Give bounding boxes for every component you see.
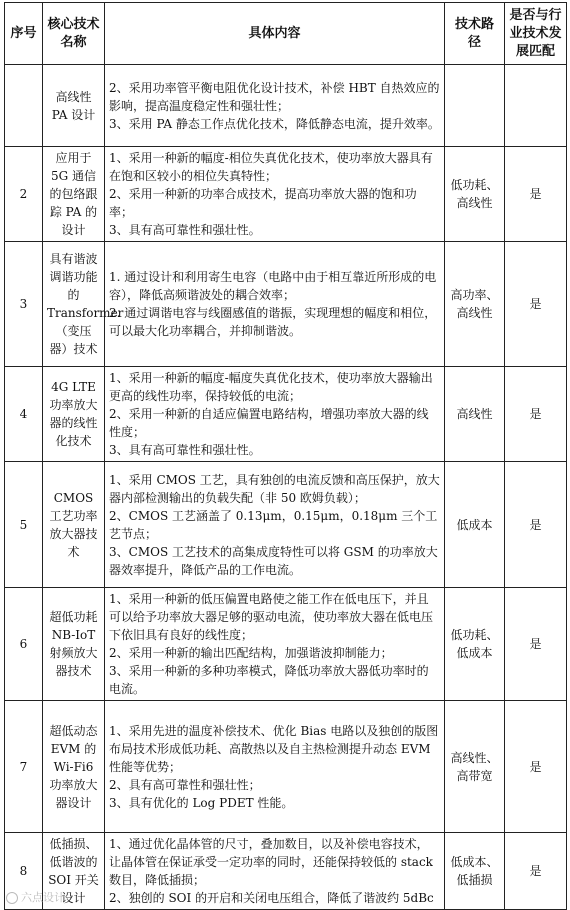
industry-match: 是 — [505, 242, 567, 367]
table-row — [5, 462, 567, 588]
industry-match: 是 — [505, 833, 567, 910]
tech-content — [105, 588, 445, 701]
industry-match: 是 — [505, 462, 567, 588]
content-line: 3、采用一种新的多种功率模式，降低功率放大器低功率时的电流。 — [109, 664, 429, 696]
tech-content — [105, 242, 445, 367]
tech-name: 高线性 PA 设计 — [43, 65, 105, 147]
table-row — [5, 701, 567, 833]
tech-route: 低成本、低插损 — [445, 833, 505, 910]
content-line: 1、采用一种新的幅度-相位失真优化技术，使功率放大器具有在饱和区较小的相位失真特性； — [109, 151, 433, 183]
header-content: 具体内容 — [105, 3, 445, 65]
watermark-text: 六点设计 — [21, 891, 65, 904]
industry-match: 是 — [505, 701, 567, 833]
tech-content — [105, 462, 445, 588]
table-row — [5, 833, 567, 910]
tech-route: 低功耗、低成本 — [445, 588, 505, 701]
row-index: 6 — [5, 588, 43, 701]
tech-route — [445, 65, 505, 147]
tech-route: 高线性、高带宽 — [445, 701, 505, 833]
table-row — [5, 367, 567, 462]
content-line: 2、采用一种新的自适应偏置电路结构，增强功率放大器的线性度； — [109, 407, 429, 439]
content-line: 3、具有高可靠性和强壮性。 — [109, 223, 261, 237]
content-line: 1、采用 CMOS 工艺，具有独创的电流反馈和高压保护，放大器内部检测输出的负载失配（非 50 欧姆负载）； — [109, 472, 440, 505]
logo-icon — [6, 892, 18, 904]
header-route: 技术路径 — [445, 3, 505, 65]
tech-content — [105, 701, 445, 833]
table-row — [5, 147, 567, 242]
content-line: 3、具有高可靠性和强壮性。 — [109, 443, 261, 457]
table-row — [5, 588, 567, 701]
tech-content — [105, 833, 445, 910]
header-idx: 序号 — [5, 3, 43, 65]
content-line: 1、采用先进的温度补偿技术、优化 Bias 电路以及独创的版图布局技术形成低功耗、高散热以及自主热检测提升动态 EVM 性能等优势； — [109, 723, 439, 774]
industry-match: 是 — [505, 147, 567, 242]
content-line: 2. 通过调谐电容与线圈感值的谐振，实现理想的幅度和相位，可以最大化功率耦合，并抑制谐波。 — [109, 306, 437, 338]
tech-name: 应用于 5G 通信的包络跟踪 PA 的设计 — [43, 147, 105, 242]
content-line: 2、具有高可靠性和强壮性； — [109, 777, 261, 792]
tech-name: 4G LTE 功率放大器的线性化技术 — [43, 367, 105, 462]
row-index: 3 — [5, 242, 43, 367]
content-line: 2、采用功率管平衡电阻优化设计技术，补偿 HBT 自热效应的影响，提高温度稳定性和强壮性； — [109, 80, 440, 113]
row-index: 8 — [5, 833, 43, 910]
header-name: 核心技术名称 — [43, 3, 105, 65]
watermark — [6, 889, 65, 905]
row-index: 5 — [5, 462, 43, 588]
content-line: 2、采用一种新的输出匹配结构，加强谐波抑制能力； — [109, 646, 393, 660]
row-index: 7 — [5, 701, 43, 833]
row-index: 4 — [5, 367, 43, 462]
content-line: 2、CMOS 工艺涵盖了 0.13μm，0.15μm，0.18μm 三个工艺节点； — [109, 508, 438, 541]
table-body — [5, 65, 567, 910]
tech-name: CMOS 工艺功率放大器技术 — [43, 462, 105, 588]
content-line: 1、采用一种新的幅度-幅度失真优化技术，使功率放大器输出更高的线性功率，保持较低的电流； — [109, 371, 433, 403]
industry-match — [505, 65, 567, 147]
content-line: 3、CMOS 工艺技术的高集成度特性可以将 GSM 的功率放大器效率提升，降低产品的工作电流。 — [109, 544, 438, 577]
content-line: 1、采用一种新的低压偏置电路使之能工作在低电压下，并且可以给予功率放大器足够的驱动电流，使功率放大器在低电压下依旧具有良好的线性度； — [109, 592, 434, 642]
content-line: 3、采用 PA 静态工作点优化技术，降低静态电流，提升效率。 — [109, 116, 440, 131]
content-line: 3、具有优化的 Log PDET 性能。 — [109, 795, 294, 810]
row-index — [5, 65, 43, 147]
content-line: 1、通过优化晶体管的尺寸，叠加数目，以及补偿电容技术，让晶体管在保证承受一定功率的同时，还能保持较低的 stack 数目，降低插损； — [109, 837, 433, 887]
table-row — [5, 65, 567, 147]
header-match: 是否与行业技术发展匹配 — [505, 3, 567, 65]
tech-name: 超低动态 EVM 的 Wi-Fi6 功率放大器设计 — [43, 701, 105, 833]
tech-name: 低插损、低谐波的 SOI 开关设计 — [43, 833, 105, 910]
content-line: 2、采用一种新的功率合成技术，提高功率放大器的饱和功率； — [109, 187, 417, 219]
tech-name: 超低功耗 NB-IoT 射频放大器技术 — [43, 588, 105, 701]
tech-name: 具有谐波调谐功能的 Transformer（变压器）技术 — [43, 242, 105, 367]
content-line: 1. 通过设计和利用寄生电容（电路中由于相互靠近所形成的电容），降低高频谐波处的耦合效率； — [109, 270, 437, 302]
tech-content — [105, 65, 445, 147]
tech-route: 低功耗、高线性 — [445, 147, 505, 242]
header-row — [5, 3, 567, 65]
table-row — [5, 242, 567, 367]
tech-route: 高功率、高线性 — [445, 242, 505, 367]
tech-table — [4, 2, 567, 910]
row-index: 2 — [5, 147, 43, 242]
tech-content — [105, 147, 445, 242]
tech-route: 低成本 — [445, 462, 505, 588]
tech-content — [105, 367, 445, 462]
content-line: 2、独创的 SOI 的开启和关闭电压组合，降低了谐波约 5dBc — [109, 891, 434, 905]
industry-match: 是 — [505, 367, 567, 462]
tech-route: 高线性 — [445, 367, 505, 462]
industry-match: 是 — [505, 588, 567, 701]
